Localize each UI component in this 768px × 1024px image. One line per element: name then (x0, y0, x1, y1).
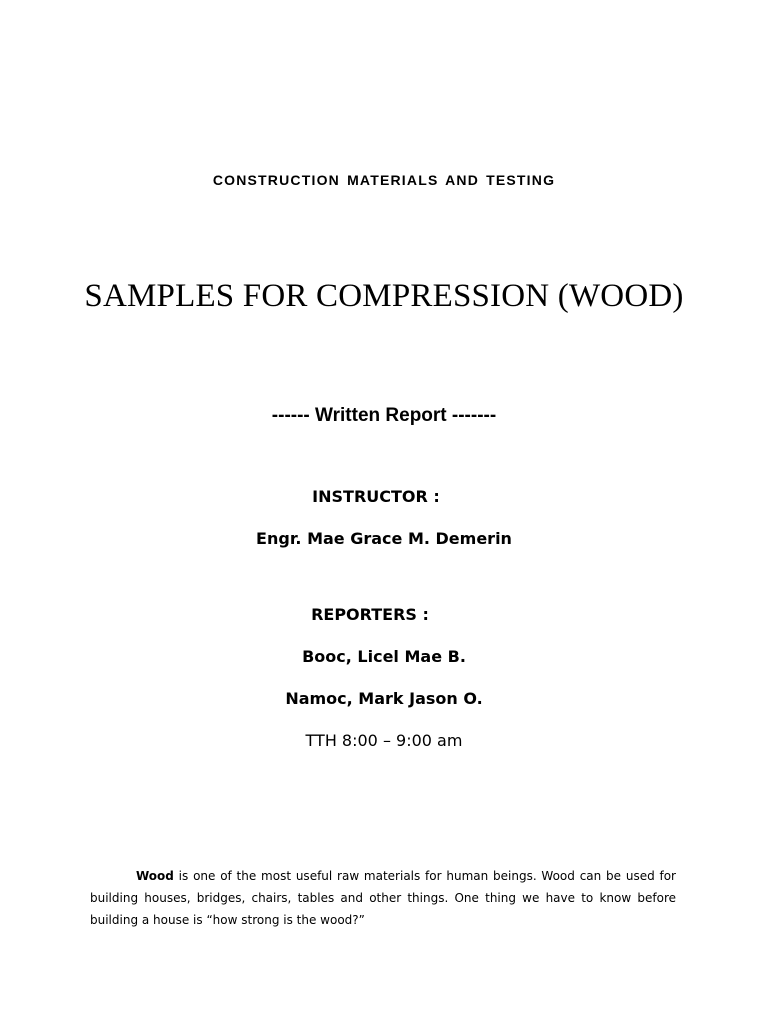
intro-paragraph (90, 865, 676, 931)
class-schedule: TTH 8:00 – 9:00 am (305, 731, 463, 750)
course-heading: CONSTRUCTION MATERIALS AND TESTING (212, 172, 556, 188)
intro-lead-word: Wood (136, 869, 174, 883)
report-subtitle: ------ Written Report ------- (271, 405, 497, 426)
instructor-label: INSTRUCTOR : (312, 487, 440, 506)
instructor-name: Engr. Mae Grace M. Demerin (256, 529, 512, 548)
intro-text: is one of the most useful raw materials for human beings. Wood can be used for building houses, bridges, chairs, tables and other things. One thing we have to know before building a house is “how strong is the wood?” (90, 869, 676, 927)
reporter-name: Namoc, Mark Jason O. (285, 689, 483, 708)
report-title: SAMPLES FOR COMPRESSION (WOOD) (84, 278, 684, 314)
reporters-label: REPORTERS : (311, 605, 429, 624)
reporter-name: Booc, Licel Mae B. (302, 647, 466, 666)
